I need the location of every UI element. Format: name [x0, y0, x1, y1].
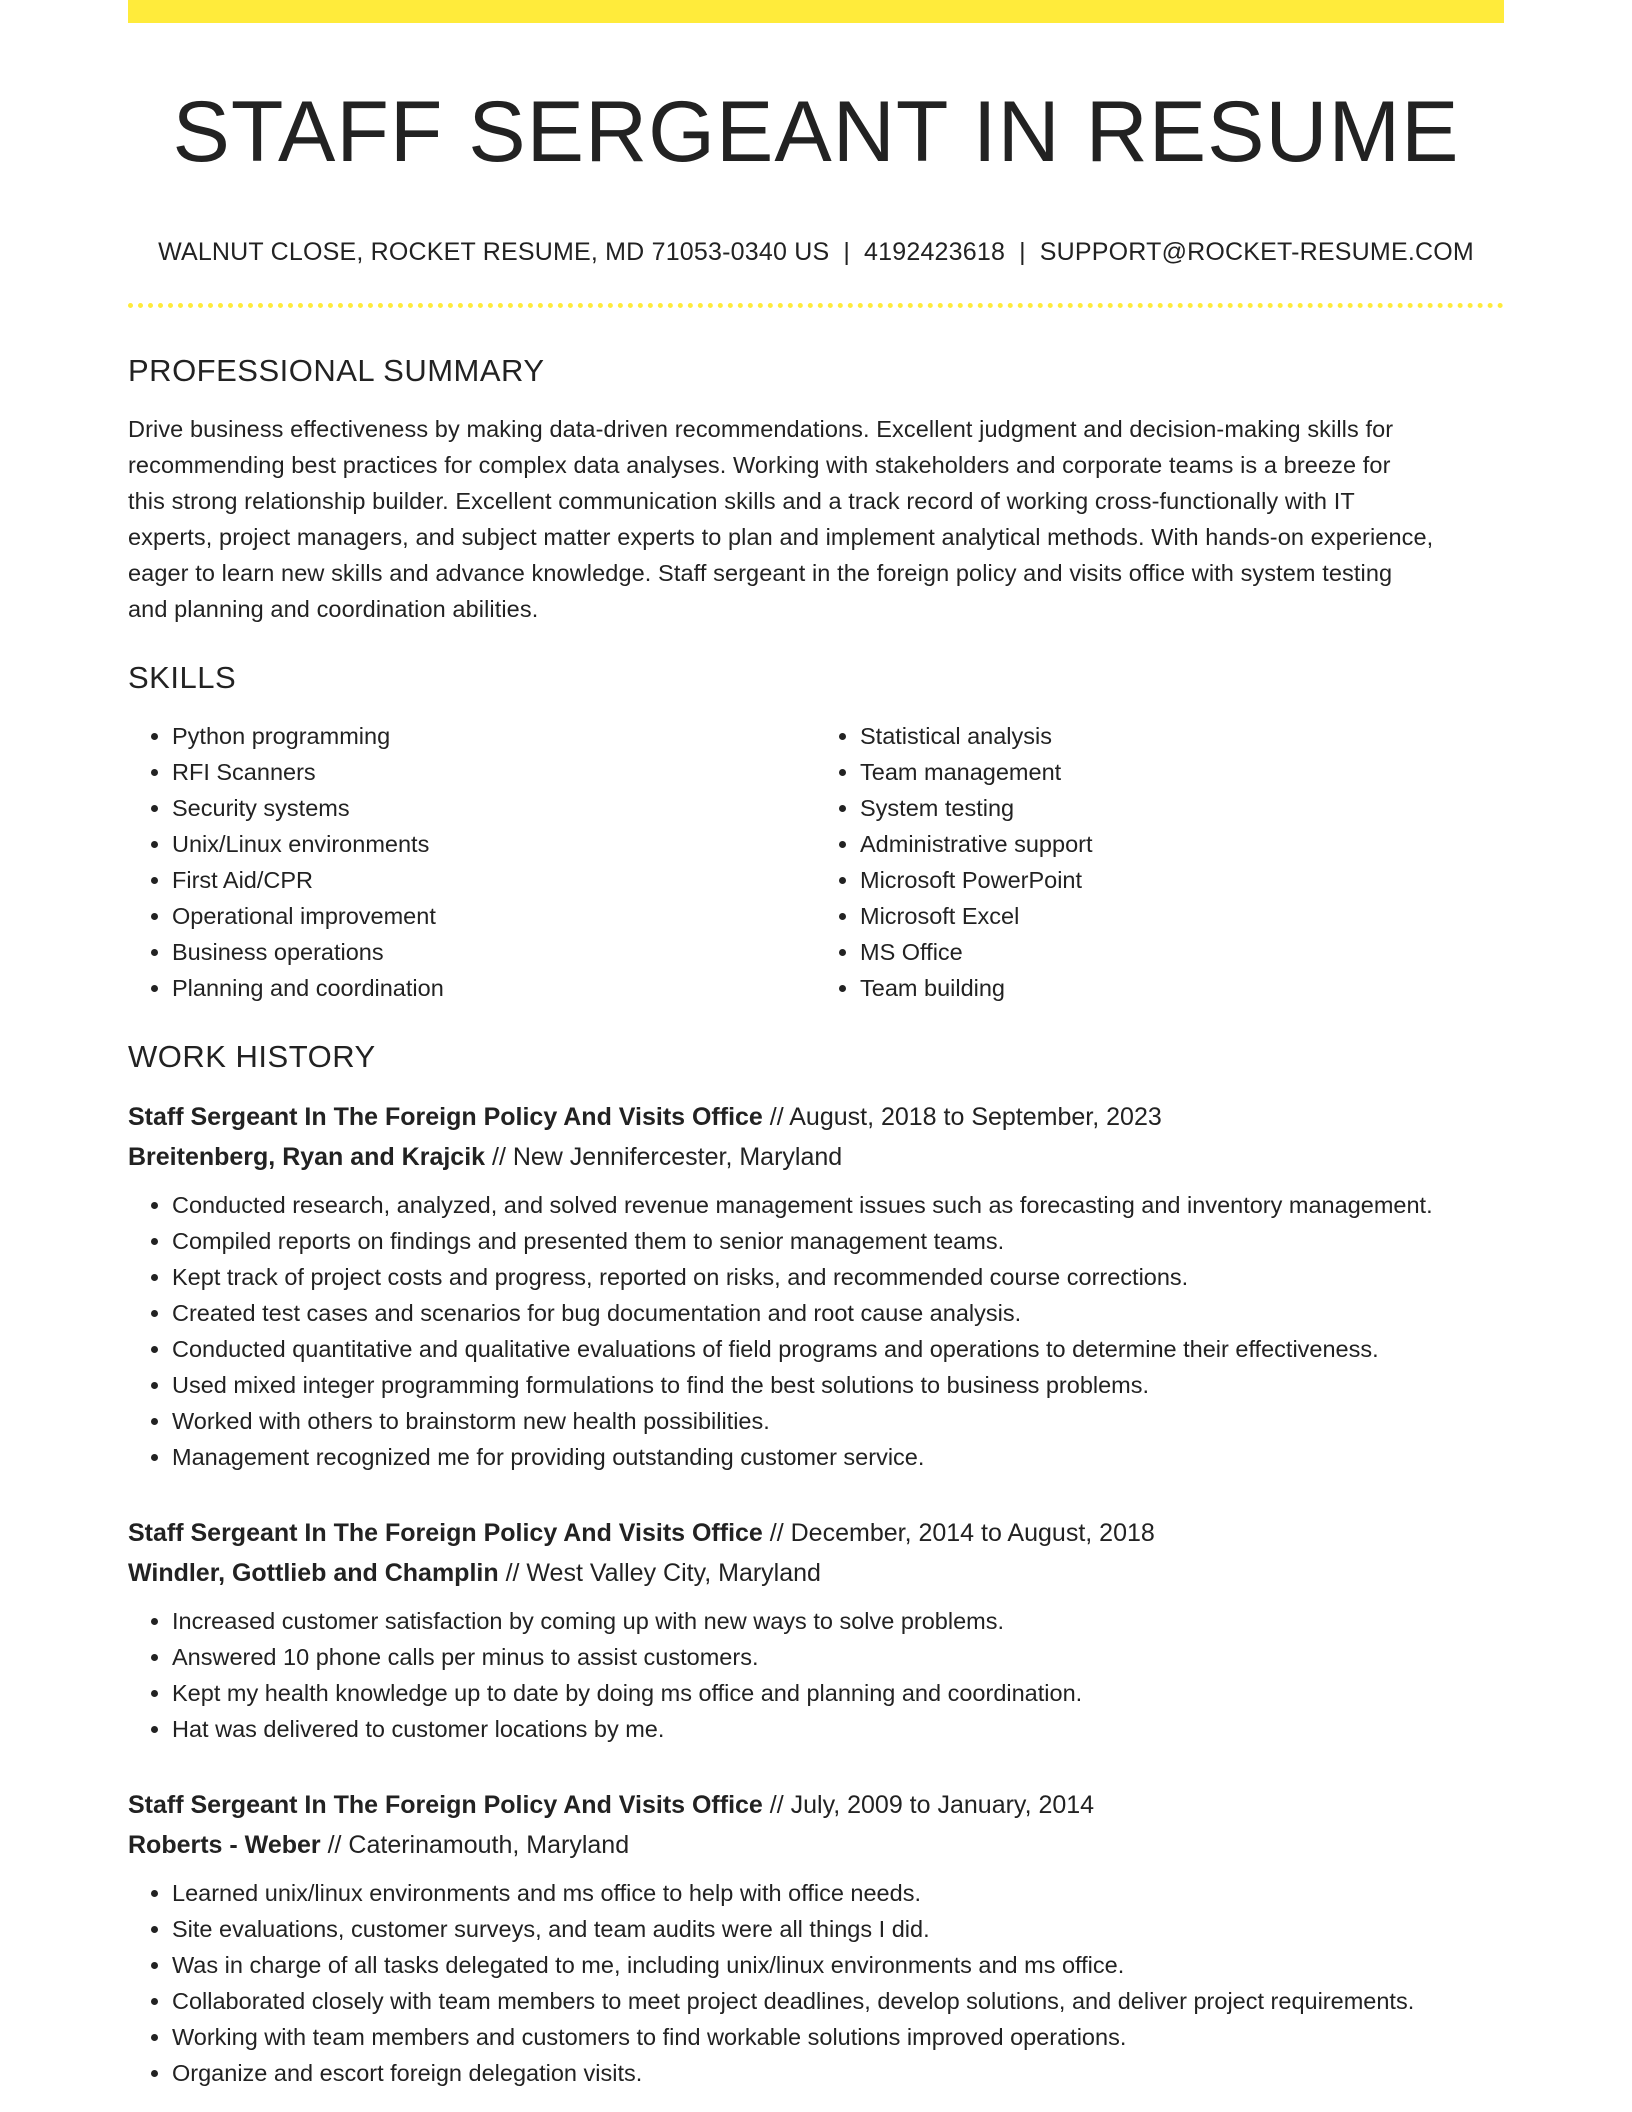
- skill-item: • Python programming: [172, 718, 816, 754]
- job-title: Staff Sergeant In The Foreign Policy And Visits Office: [128, 1103, 763, 1132]
- skill-item: • Team building: [860, 970, 1504, 1006]
- summary-text: [128, 411, 1504, 627]
- job-company: Windler, Gottlieb and Champlin: [128, 1559, 499, 1588]
- job-company-line: [128, 1825, 1504, 1865]
- skill-item: • Microsoft PowerPoint: [860, 862, 1504, 898]
- skill-item: • MS Office: [860, 934, 1504, 970]
- job-bullet-list: [128, 1187, 1504, 1475]
- job-bullet: • Compiled reports on findings and presented them to senior management teams.: [172, 1223, 1504, 1259]
- job-bullet: • Answered 10 phone calls per minus to assist customers.: [172, 1639, 1504, 1675]
- job-bullet: • Used mixed integer programming formulations to find the best solutions to business problems.: [172, 1367, 1504, 1403]
- summary-line: and planning and coordination abilities.: [128, 595, 539, 622]
- contact-phone: 4192423618: [864, 238, 1006, 267]
- job-bullet: • Worked with others to brainstorm new health possibilities.: [172, 1403, 1504, 1439]
- contact-email: SUPPORT@ROCKET-RESUME.COM: [1039, 238, 1474, 267]
- job-company: Roberts - Weber: [128, 1831, 321, 1860]
- work-history-heading: WORK HISTORY: [128, 1039, 376, 1075]
- job-bullet: • Conducted research, analyzed, and solved revenue management issues such as forecasting and inventory management.: [172, 1187, 1504, 1223]
- job-bullet: • Kept track of project costs and progress, reported on risks, and recommended course corrections.: [172, 1259, 1504, 1295]
- contact-separator: |: [1019, 238, 1026, 267]
- skill-item: • First Aid/CPR: [172, 862, 816, 898]
- job-entry: [128, 1513, 1504, 1747]
- job-bullet: • Was in charge of all tasks delegated to me, including unix/linux environments and ms office.: [172, 1947, 1504, 1983]
- skills-column-left: [128, 718, 816, 1006]
- skill-item: • Business operations: [172, 934, 816, 970]
- skills-list: [128, 718, 1504, 1006]
- skill-item: • Microsoft Excel: [860, 898, 1504, 934]
- job-bullet: • Learned unix/linux environments and ms office to help with office needs.: [172, 1875, 1504, 1911]
- job-title: Staff Sergeant In The Foreign Policy And Visits Office: [128, 1519, 763, 1548]
- job-title-line: [128, 1097, 1504, 1137]
- job-dates: // December, 2014 to August, 2018: [762, 1519, 1155, 1548]
- job-dates: // August, 2018 to September, 2023: [762, 1103, 1162, 1132]
- summary-heading: PROFESSIONAL SUMMARY: [128, 352, 545, 388]
- job-bullet: • Working with team members and customers to find workable solutions improved operations.: [172, 2019, 1504, 2055]
- skill-item: • Planning and coordination: [172, 970, 816, 1006]
- job-title-line: [128, 1513, 1504, 1553]
- job-company-line: [128, 1553, 1504, 1593]
- job-bullet: • Collaborated closely with team members to meet project deadlines, develop solutions, and deliver project requirements.: [172, 1983, 1504, 2019]
- job-bullet: • Organize and escort foreign delegation visits.: [172, 2055, 1504, 2091]
- job-bullet: • Kept my health knowledge up to date by doing ms office and planning and coordination.: [172, 1675, 1504, 1711]
- job-title: Staff Sergeant In The Foreign Policy And Visits Office: [128, 1791, 763, 1820]
- skill-item: • Operational improvement: [172, 898, 816, 934]
- skill-item: • Administrative support: [860, 826, 1504, 862]
- resume-page: [128, 0, 1504, 2091]
- job-bullet-list: [128, 1875, 1504, 2091]
- job-entry: [128, 1785, 1504, 2091]
- accent-bar: [128, 0, 1504, 23]
- job-bullet: • Conducted quantitative and qualitative evaluations of field programs and operations to determine their effectiveness.: [172, 1331, 1504, 1367]
- job-location: // Caterinamouth, Maryland: [320, 1831, 630, 1860]
- contact-address: WALNUT CLOSE, ROCKET RESUME, MD 71053-0340 US: [158, 238, 830, 267]
- skill-item: • Security systems: [172, 790, 816, 826]
- summary-line: Drive business effectiveness by making data-driven recommendations. Excellent judgment and decision-making skills for: [128, 415, 1394, 442]
- resume-name: STAFF SERGEANT IN RESUME: [172, 84, 1460, 180]
- skill-item: • System testing: [860, 790, 1504, 826]
- contact-separator: |: [843, 238, 851, 267]
- dotted-divider: [128, 303, 1504, 308]
- skill-item: • Unix/Linux environments: [172, 826, 816, 862]
- job-bullet: • Increased customer satisfaction by coming up with new ways to solve problems.: [172, 1603, 1504, 1639]
- summary-line: this strong relationship builder. Excellent communication skills and a track record of working cross-functionally with IT: [128, 487, 1355, 514]
- skill-item: • RFI Scanners: [172, 754, 816, 790]
- summary-line: recommending best practices for complex data analyses. Working with stakeholders and corporate teams is a breeze for: [128, 451, 1391, 478]
- job-title-line: [128, 1785, 1504, 1825]
- summary-line: eager to learn new skills and advance knowledge. Staff sergeant in the foreign policy and visits office with system testing: [128, 559, 1393, 586]
- job-location: // New Jennifercester, Maryland: [485, 1143, 843, 1172]
- job-company: Breitenberg, Ryan and Krajcik: [128, 1143, 486, 1172]
- skills-column-right: [816, 718, 1504, 1006]
- skill-item: • Statistical analysis: [860, 718, 1504, 754]
- job-bullet-list: [128, 1603, 1504, 1747]
- job-company-line: [128, 1137, 1504, 1177]
- job-dates: // July, 2009 to January, 2014: [762, 1791, 1095, 1820]
- job-location: // West Valley City, Maryland: [498, 1559, 821, 1588]
- summary-line: experts, project managers, and subject matter experts to plan and implement analytical methods. With hands-on experience,: [128, 523, 1434, 550]
- job-bullet: • Hat was delivered to customer locations by me.: [172, 1711, 1504, 1747]
- job-bullet: • Site evaluations, customer surveys, and team audits were all things I did.: [172, 1911, 1504, 1947]
- skill-item: • Team management: [860, 754, 1504, 790]
- job-bullet: • Created test cases and scenarios for bug documentation and root cause analysis.: [172, 1295, 1504, 1331]
- skills-heading: SKILLS: [128, 659, 237, 695]
- contact-line: [128, 236, 1504, 269]
- job-entry: [128, 1097, 1504, 1475]
- job-bullet: • Management recognized me for providing outstanding customer service.: [172, 1439, 1504, 1475]
